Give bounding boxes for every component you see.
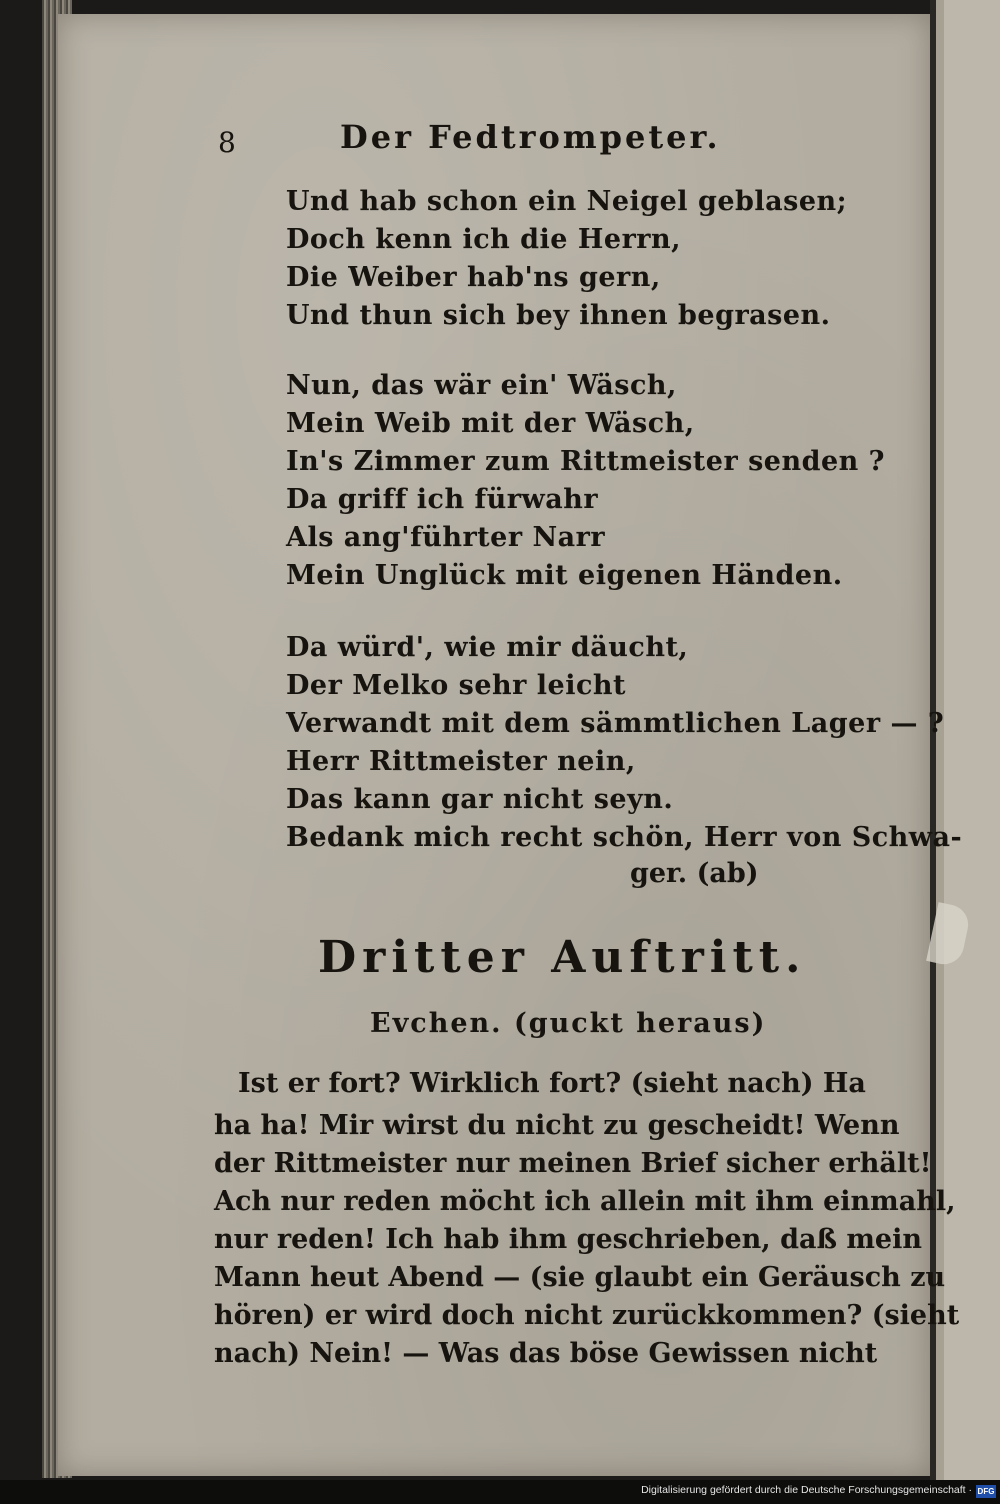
verse-line: Da würd', wie mir däucht, xyxy=(286,632,689,663)
verse-line: Und thun sich bey ihnen begrasen. xyxy=(286,300,831,331)
verse-line: In's Zimmer zum Rittmeister senden ? xyxy=(286,446,886,477)
verse-line: Der Melko sehr leicht xyxy=(286,670,627,701)
prose-line: Mann heut Abend — (sie glaubt ein Geräusch zu xyxy=(214,1262,946,1293)
verse-line: Bedank mich recht schön, Herr von Schwa- xyxy=(286,822,963,853)
verse-line: Die Weiber hab'ns gern, xyxy=(286,262,661,293)
verse-line: Doch kenn ich die Herrn, xyxy=(286,224,682,255)
verse-line: Als ang'führter Narr xyxy=(286,522,606,553)
speaker-line: Evchen. (guckt heraus) xyxy=(370,1008,767,1039)
verse-line: Herr Rittmeister nein, xyxy=(286,746,636,777)
scene-heading: Dritter Auftritt. xyxy=(318,932,807,983)
verse-line: Da griff ich fürwahr xyxy=(286,484,599,515)
verse-line: Mein Unglück mit eigenen Händen. xyxy=(286,560,843,591)
running-head: Der Fedtrompeter. xyxy=(340,118,721,156)
prose-line: ha ha! Mir wirst du nicht zu gescheidt! Wenn xyxy=(214,1110,900,1141)
prose-line: Ach nur reden möcht ich allein mit ihm einmahl, xyxy=(214,1186,956,1217)
funding-credit: Digitalisierung gefördert durch die Deutsche Forschungsgemeinschaft · xyxy=(641,1484,972,1496)
prose-line: nur reden! Ich hab ihm geschrieben, daß mein xyxy=(214,1224,922,1255)
prose-line: Ist er fort? Wirklich fort? (sieht nach) Ha xyxy=(238,1068,866,1099)
facing-page-edge xyxy=(930,0,1000,1480)
page-fold xyxy=(926,902,972,968)
prose-line: hören) er wird doch nicht zurückkommen? (sieht xyxy=(214,1300,960,1331)
page-number: 8 xyxy=(218,126,236,159)
dfg-logo: DFG xyxy=(977,1487,995,1496)
prose-line: der Rittmeister nur meinen Brief sicher erhält! xyxy=(214,1148,932,1179)
verse-line: Mein Weib mit der Wäsch, xyxy=(286,408,695,439)
prose-line: nach) Nein! — Was das böse Gewissen nicht xyxy=(214,1338,878,1369)
verse-line: Verwandt mit dem sämmtlichen Lager — ? xyxy=(286,708,945,739)
verse-turnover: ger. (ab) xyxy=(630,858,759,889)
verse-line: Das kann gar nicht seyn. xyxy=(286,784,674,815)
verse-line: Und hab schon ein Neigel geblasen; xyxy=(286,186,848,217)
verse-line: Nun, das wär ein' Wäsch, xyxy=(286,370,677,401)
